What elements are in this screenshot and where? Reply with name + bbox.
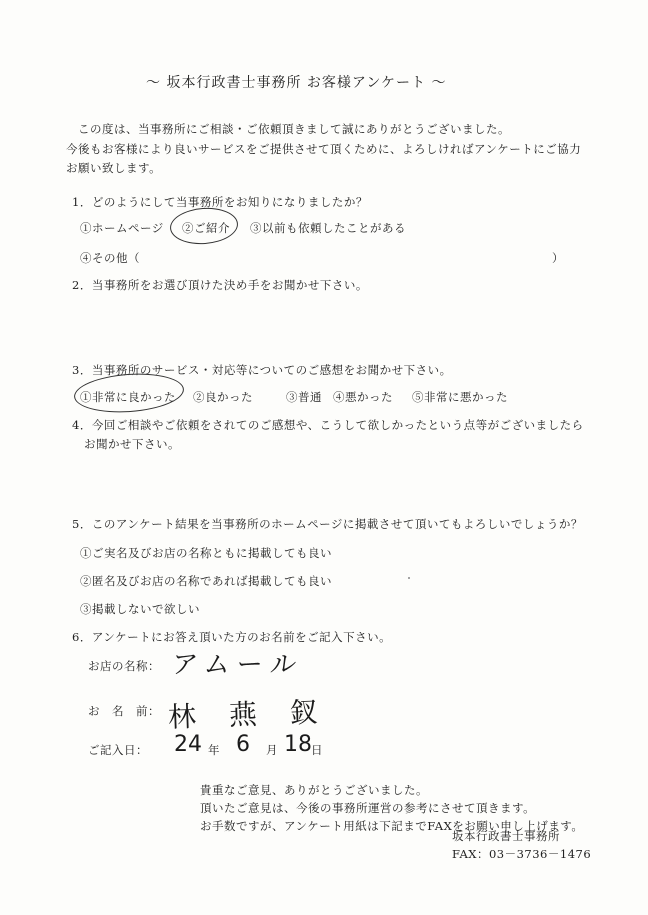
date-month-value: 6 xyxy=(236,732,250,757)
q1-other-close: ） xyxy=(552,251,564,265)
footer-office-name: 坂本行政書士事務所 xyxy=(452,829,560,843)
scan-speck xyxy=(408,577,410,579)
q3-option-normal: ③普通 xyxy=(286,390,322,404)
date-label: ご記入日： xyxy=(88,743,148,757)
date-day-value: 18 xyxy=(284,732,312,757)
q1-option-repeat: ③以前も依頼したことがある xyxy=(250,221,406,235)
customer-name-value: 林 燕 釵 xyxy=(167,695,331,734)
q3-option-bad: ④悪かった xyxy=(333,390,393,404)
date-year-unit: 年 xyxy=(208,743,220,757)
q1-option-homepage: ①ホームページ xyxy=(80,221,164,235)
q4-question-line-1: 4．今回ご相談やご依頼をされてのご感想や、こうして欲しかったという点等がございましたら xyxy=(72,418,584,432)
date-month-unit: 月 xyxy=(266,743,278,757)
date-year-value: 24 xyxy=(174,732,202,757)
page-title: 〜 坂本行政書士事務所 お客様アンケート 〜 xyxy=(146,75,447,91)
shop-name-label: お店の名称： xyxy=(88,659,160,673)
footer-line-1: 貴重なご意見、ありがとうございました。 xyxy=(200,783,428,797)
q3-question: 3．当事務所のサービス・対応等についてのご感想をお聞かせ下さい。 xyxy=(72,363,452,377)
q1-question: 1．どのようにして当事務所をお知りになりましたか？ xyxy=(72,195,368,209)
q3-option-good: ②良かった xyxy=(193,390,253,404)
q3-option-very-bad: ⑤非常に悪かった xyxy=(412,390,508,404)
q3-option-very-good: ①非常に良かった xyxy=(80,390,176,404)
q5-option-no-publish: ③掲載しないで欲しい xyxy=(80,602,200,616)
customer-name-label: お 名 前： xyxy=(88,704,160,718)
q1-selection-circle xyxy=(169,206,239,247)
q2-question: 2．当事務所をお選び頂けた決め手をお聞かせ下さい。 xyxy=(72,278,368,292)
date-day-unit: 日 xyxy=(311,743,323,757)
footer-fax: FAX：03－3736－1476 xyxy=(452,847,592,861)
intro-line-2: 今後もお客様により良いサービスをご提供させて頂くために、よろしければアンケートにご協力 xyxy=(66,142,582,156)
intro-line-3: お願い致します。 xyxy=(66,161,162,175)
shop-name-value: アムール xyxy=(170,650,306,680)
q1-option-other: ④その他（ xyxy=(80,251,140,265)
q1-option-referral: ②ご紹介 xyxy=(182,221,230,235)
q5-option-anonymous: ②匿名及びお店の名称であれば掲載しても良い xyxy=(80,574,332,588)
intro-line-1: この度は、当事務所にご相談・ご依頼頂きまして誠にありがとうございました。 xyxy=(78,122,510,136)
q4-question-line-2: お聞かせ下さい。 xyxy=(84,437,180,451)
q6-question: 6．アンケートにお答え頂いた方のお名前をご記入下さい。 xyxy=(72,630,392,644)
footer-line-2: 頂いたご意見は、今後の事務所運営の参考にさせて頂きます。 xyxy=(200,801,536,815)
q5-question: 5．このアンケート結果を当事務所のホームページに掲載させて頂いてもよろしいでしょうか？ xyxy=(72,517,583,531)
footer-line-3: お手数ですが、アンケート用紙は下記までFAXをお願い申し上げます。 xyxy=(200,819,584,833)
q5-option-real-name: ①ご実名及びお店の名称ともに掲載しても良い xyxy=(80,546,332,560)
